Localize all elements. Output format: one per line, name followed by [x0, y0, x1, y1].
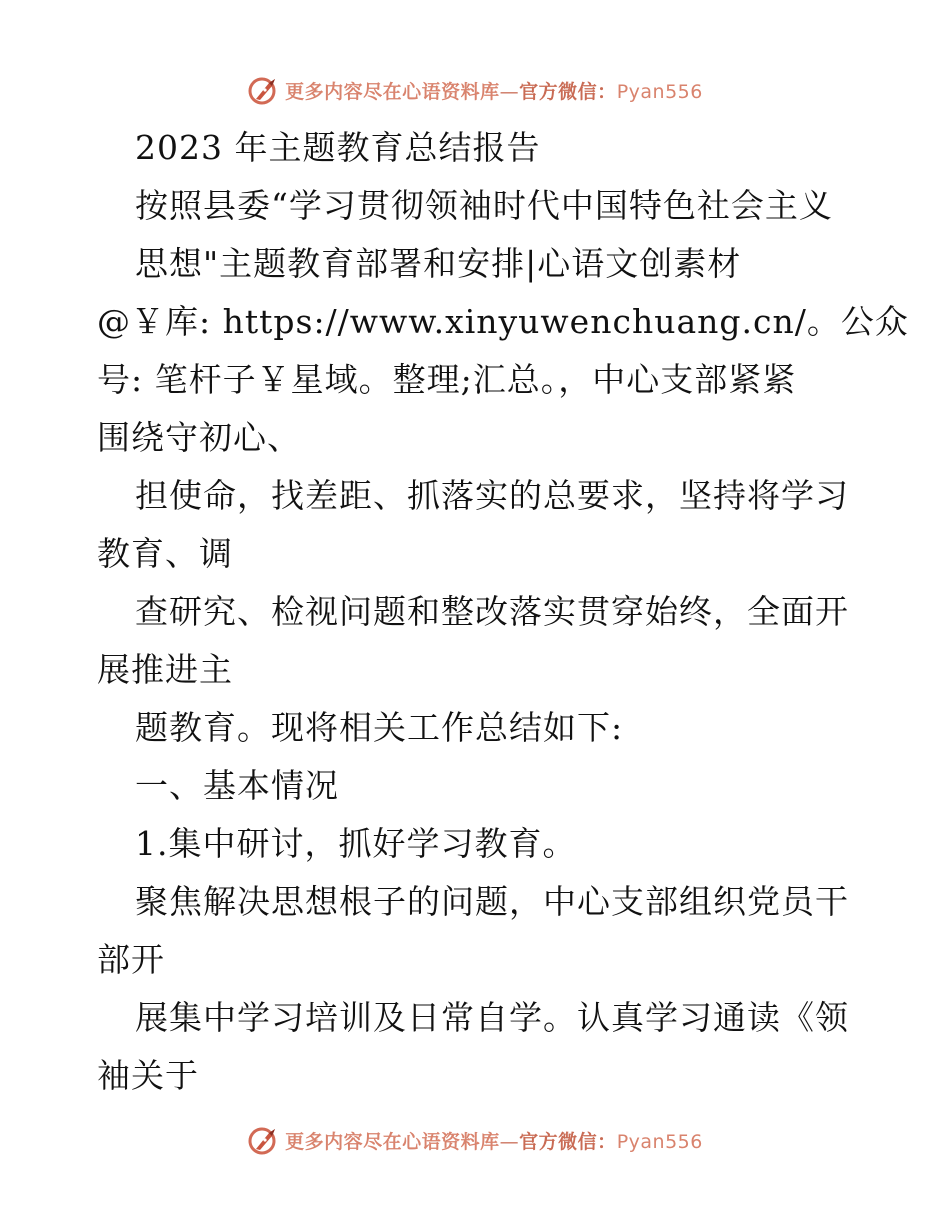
footer-watermark: [0, 1120, 950, 1160]
paragraph-line: 号: 笔杆子￥星域。整理;汇总。，中心支部紧紧: [97, 360, 797, 399]
watermark-wechat-id: Pyan556: [616, 1130, 703, 1153]
pen-nib-logo-icon: [247, 1123, 281, 1157]
paragraph-line: 题教育。现将相关工作总结如下:: [135, 708, 624, 747]
document-title: 2023 年主题教育总结报告: [135, 128, 541, 167]
watermark-official-label: 官方微信：: [519, 1130, 617, 1153]
watermark-dash: —: [499, 1130, 520, 1153]
paragraph-line: 部开: [97, 940, 165, 979]
paragraph-line: 按照县委“学习贯彻领袖时代中国特色社会主义: [135, 186, 833, 225]
section-heading: 一、基本情况: [135, 766, 339, 805]
watermark-text: [285, 1127, 703, 1154]
watermark-text: [285, 77, 703, 104]
watermark-site: 更多内容尽在心语资料库: [285, 80, 500, 103]
paragraph-line: 袖关于: [97, 1056, 199, 1095]
watermark-wechat-id: Pyan556: [616, 80, 703, 103]
watermark-official-label: 官方微信：: [519, 80, 617, 103]
paragraph-line: @￥库: https://www.xinyuwenchuang.cn/。公众: [97, 302, 909, 341]
paragraph-line: 查研究、检视问题和整改落实贯穿始终，全面开: [135, 592, 849, 631]
paragraph-line: 担使命，找差距、抓落实的总要求，坚持将学习: [135, 476, 849, 515]
watermark-dash: —: [499, 80, 520, 103]
paragraph-line: 展集中学习培训及日常自学。认真学习通读《领: [135, 998, 849, 1037]
header-watermark: [0, 70, 950, 110]
paragraph-line: 思想"主题教育部署和安排|心语文创素材: [135, 244, 742, 283]
subsection-heading: 1.集中研讨，抓好学习教育。: [135, 824, 577, 863]
paragraph-line: 围绕守初心、: [97, 418, 301, 457]
pen-nib-logo-icon: [247, 73, 281, 107]
paragraph-line: 教育、调: [97, 534, 233, 573]
paragraph-line: 展推进主: [97, 650, 233, 689]
watermark-site: 更多内容尽在心语资料库: [285, 1130, 500, 1153]
paragraph-line: 聚焦解决思想根子的问题，中心支部组织党员干: [135, 882, 849, 921]
